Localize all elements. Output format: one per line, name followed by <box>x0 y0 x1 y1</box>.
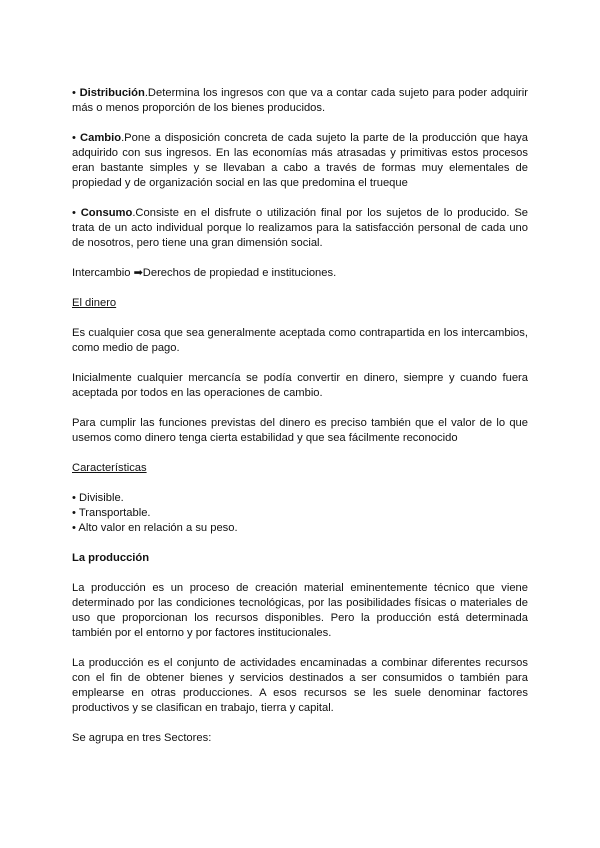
list-item: • Divisible. <box>72 492 124 504</box>
right-arrow-icon: ➡ <box>133 267 143 279</box>
bullet: • <box>72 132 76 144</box>
intercambio-line <box>72 266 528 281</box>
term-distribucion: Distribución <box>79 87 145 99</box>
term-consumo: Consumo <box>80 207 133 219</box>
text-consumo: .Consiste en el disfrute o utilización final por los sujetos de lo producido. Se trata de un acto individual porque lo realizamos para la satisfacción personal de cada uno de nosotros, pero tiene una gran dimensión social. <box>72 207 528 249</box>
text-cambio: .Pone a disposición concreta de cada sujeto la parte de la producción que haya adquirido con sus ingresos. En las economías más atrasadas y primitivas estos procesos eran bastante simples y se llevaban a cabo a través de formas muy elementales de propiedad y de organización social en las que predomina el trueque <box>72 132 528 189</box>
dinero-paragraph-1: Es cualquier cosa que sea generalmente aceptada como contrapartida en los intercambios, como medio de pago. <box>72 327 528 354</box>
produccion-heading: La producción <box>72 552 150 564</box>
bullet: • <box>72 87 76 99</box>
item-distribucion <box>72 86 528 116</box>
produccion-paragraph-1: La producción es un proceso de creación material eminentemente técnico que viene determinado por las condiciones tecnológicas, por las posibilidades físicas o materiales de uso que proporcionan los recursos disponibles. Pero la producción está determinada también por el entorno y por factores institucionales. <box>72 582 528 639</box>
item-consumo <box>72 206 528 251</box>
text-distribucion: .Determina los ingresos con que va a contar cada sujeto para poder adquirir más o menos proporción de los bienes producidos. <box>72 87 528 114</box>
intercambio-result: Derechos de propiedad e instituciones. <box>142 267 337 279</box>
dinero-paragraph-3: Para cumplir las funciones previstas del dinero es preciso también que el valor de lo que usemos como dinero tenga cierta estabilidad y que sea fácilmente reconocido <box>72 417 528 444</box>
term-cambio: Cambio <box>80 132 122 144</box>
item-cambio <box>72 131 528 191</box>
dinero-paragraph-2: Inicialmente cualquier mercancía se podía convertir en dinero, siempre y cuando fuera aceptada por todos en las operaciones de cambio. <box>72 372 528 399</box>
list-item: • Transportable. <box>72 507 151 519</box>
list-item: • Alto valor en relación a su peso. <box>72 522 238 534</box>
caracteristicas-heading: Características <box>72 462 147 474</box>
dinero-heading: El dinero <box>72 297 117 309</box>
document-page <box>72 86 528 746</box>
produccion-paragraph-2: La producción es el conjunto de actividades encaminadas a combinar diferentes recursos con el fin de obtener bienes y servicios destinados a ser consumidos o también para emplearse en otras producciones. A esos recursos se les suele denominar factores productivos y se clasifican en trabajo, tierra y capital. <box>72 657 528 714</box>
intercambio-label: Intercambio <box>72 267 131 279</box>
produccion-paragraph-3: Se agrupa en tres Sectores: <box>72 732 212 744</box>
bullet: • <box>72 207 76 219</box>
